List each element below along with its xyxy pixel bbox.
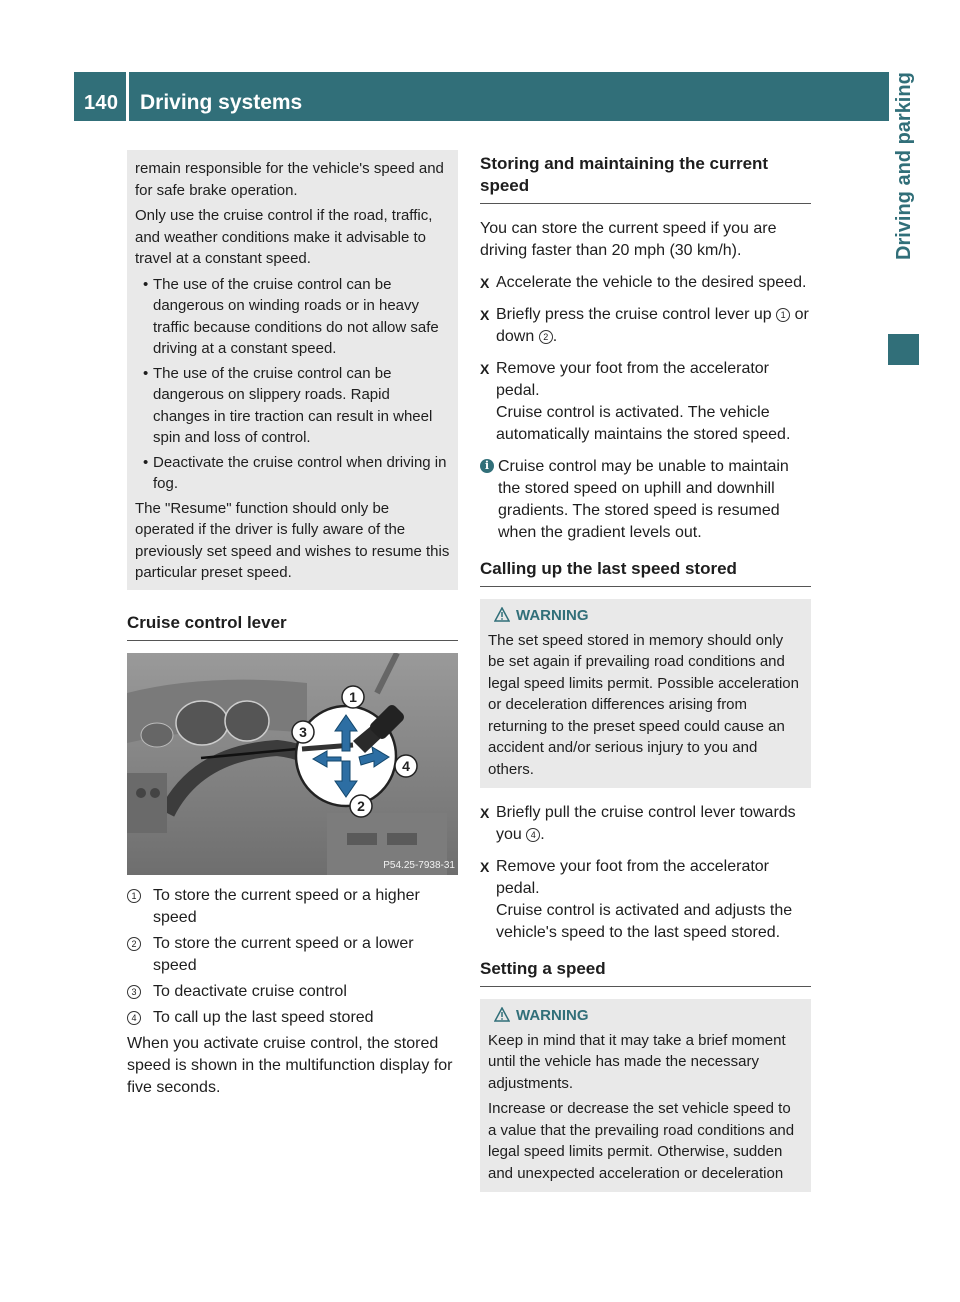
box-bullet: • The use of the cruise control can be dangerous on slippery roads. Rapid changes in tire traction can result in wheel spin and loss of control. [135,363,450,449]
info-note [480,456,811,544]
legend-marker: 3 [127,985,141,999]
box-paragraph: Only use the cruise control if the road, traffic, and weather conditions make it advisable to travel at a constant speed. [135,207,433,267]
step-marker: X [480,275,490,291]
warning-text: Increase or decrease the set vehicle speed to a value that the prevailing road conditions and legal speed limits permit. Otherwise, sudden and unexpected acceleration or deceleration [488,1100,795,1182]
callout-1: 1 [349,688,357,705]
inline-marker: 1 [776,308,790,322]
step-text: Remove your foot from the accelerator pedal. [496,360,770,399]
legend-text: To deactivate cruise control [153,982,347,1000]
legend-text: To store the current speed or a lower speed [153,934,414,974]
section-heading: Cruise control lever [127,612,458,641]
legend-text: To store the current speed or a higher speed [153,886,420,926]
warning-box [480,999,811,1192]
closing-paragraph: When you activate cruise control, the stored speed is shown in the multifunction display for five seconds. [127,1034,453,1096]
box-bullet: • Deactivate the cruise control when driving in fog. [135,452,450,495]
legend-marker: 4 [127,1011,141,1025]
instruction-step [480,272,811,294]
box-paragraph: remain responsible for the vehicle's speed and for safe brake operation. [135,160,444,199]
warning-text: The set speed stored in memory should only be set again if prevailing road conditions and legal speed limits permit. Possible acceleration or deceleration differences arising from returning to the preset speed could cause an accident and/or serious injury to you and others. [488,631,799,778]
inline-marker: 4 [526,828,540,842]
callout-3: 3 [299,723,307,740]
section-heading: Storing and maintaining the current speed [480,153,811,204]
warning-header [494,1005,803,1027]
step-marker: X [480,361,490,377]
instruction-step: X Briefly pull the cruise control lever towards you 4 . [480,804,796,843]
page-number: 140 [84,92,119,114]
step-text: Briefly press the cruise control lever up [496,306,772,323]
step-marker: X [480,859,490,875]
instruction-step [480,358,811,446]
inline-marker: 2 [539,330,553,344]
chapter-title: Driving systems [140,91,303,114]
warning-box [480,599,811,788]
image-code: P54.25-7938-31 [383,859,455,871]
info-icon: i [480,459,494,473]
instruction-step: X Briefly press the cruise control lever up 1 or down 2 . [480,306,809,345]
box-bullet: • The use of the cruise control can be dangerous on winding roads or in heavy traffic because conditions do not allow safe driving at a constant speed. [135,274,450,360]
box-paragraph: The "Resume" function should only be operated if the driver is fully aware of the previously set speed and wishes to resume this particular preset speed. [135,499,450,581]
legend-item [127,981,458,1003]
warning-label: WARNING [516,607,589,624]
step-marker: X [480,307,490,323]
warning-header [494,605,803,627]
warning-text: Keep in mind that it may take a brief moment until the vehicle has made the necessary adjustments. [488,1031,786,1092]
section-heading: Setting a speed [480,958,811,987]
step-result: Cruise control is activated and adjusts the vehicle's speed to the last speed stored. [496,902,793,941]
instruction-step [480,856,811,944]
legend-marker: 2 [127,937,141,951]
left-column [127,150,458,1099]
warning-triangle-icon [494,1007,510,1022]
callout-2: 2 [357,797,365,814]
legend-item [127,1007,458,1029]
warning-continuation-box [127,150,458,590]
cruise-control-lever-diagram [127,653,458,875]
legend-item [127,885,458,929]
intro-paragraph: You can store the current speed if you are driving faster than 20 mph (30 km/h). [480,220,777,259]
step-result: Cruise control is activated. The vehicle automatically maintains the stored speed. [496,404,791,443]
warning-label: WARNING [516,1007,589,1024]
step-text: Accelerate the vehicle to the desired speed. [496,274,807,291]
side-tab-marker [888,334,919,365]
header-divider [126,72,129,121]
section-heading: Calling up the last speed stored [480,558,811,587]
side-tab-label: Driving and parking [893,72,915,260]
legend-marker: 1 [127,889,141,903]
legend-text: To call up the last speed stored [153,1008,374,1026]
right-column [480,150,811,1192]
warning-triangle-icon [494,607,510,622]
info-text: Cruise control may be unable to maintain the stored speed on uphill and downhill gradients. The stored speed is resumed when the gradient levels out. [498,458,789,541]
callout-4: 4 [402,757,410,774]
step-text: Briefly pull the cruise control lever towards you [496,804,796,843]
legend-item [127,933,458,977]
step-marker: X [480,805,490,821]
step-text: Remove your foot from the accelerator pedal. [496,858,770,897]
step-text: or down [496,306,809,345]
